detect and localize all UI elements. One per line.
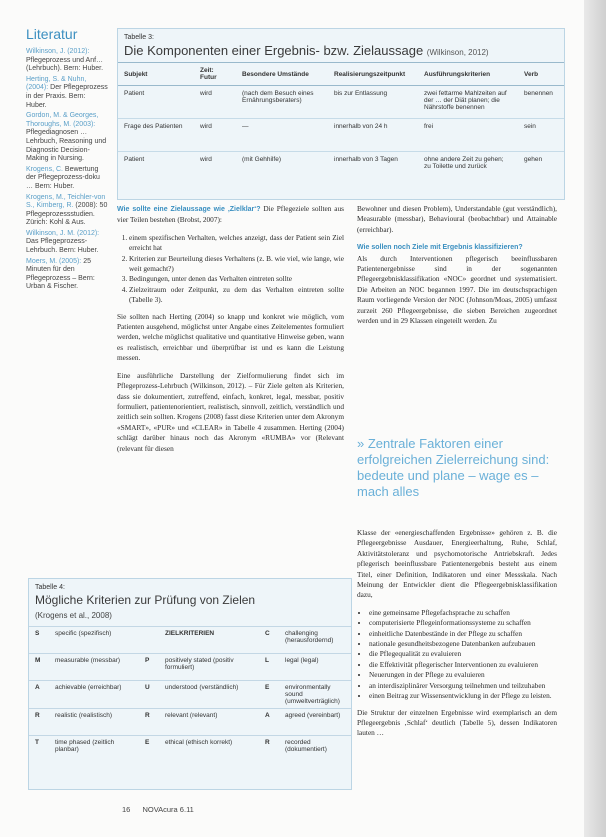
table-cell: recorded (dokumentiert) xyxy=(281,736,351,763)
table-3 xyxy=(118,62,564,184)
table-cell: R xyxy=(29,709,51,736)
paragraph-text: Als durch Interventionen pflegerisch beeinflussbaren Patientenergebnisse sind in der sogenannten Pflegeergebnisklassifikation «NOC» geordnet und systematisiert. Die Arbeiten an NOC begannen 1997. Die im deutschsprachigen Raum vorliegende Version der NOC (Johnson/Moas, 2005) umfasst zurzeit 260 Pflegeergebnisse, die sieben Bereichen zugeordnet werden und in 29 Klassen eingeteilt werden. Zu xyxy=(357,253,557,326)
ref-author: Krogens, M., Teichler-von S., Kimberg, R. xyxy=(26,193,106,210)
table-cell: E xyxy=(259,681,281,709)
bullet-list xyxy=(357,608,557,702)
table-cell: realistic (realistisch) xyxy=(51,709,139,736)
paragraph-text: Die Pflegeziele sollten aus vier Teilen bestehen (Brobst, 2007): xyxy=(117,204,344,225)
question-heading: Wie sollte eine Zielaussage wie ‚Zielklar‘? xyxy=(117,206,261,213)
ref-text: Bewertung der Pflegeprozess-doku … Bern: Huber. xyxy=(26,165,100,190)
table-cell: (nach dem Besuch eines Ernährungsberaters) xyxy=(236,86,328,119)
table-4-box xyxy=(28,578,352,790)
table-3-title-text: Die Komponenten einer Ergebnis- bzw. Zielaussage xyxy=(124,43,424,58)
table-cell xyxy=(139,627,161,654)
ref-author: Gordon, M. & Georges, Thoroughs, M. (2003): xyxy=(26,112,99,128)
literature-sidebar xyxy=(26,26,108,294)
paragraph: Sie sollten nach Herting (2004) so knapp und konkret wie möglich, vom Patienten ausgehend, möglichst unter Angabe eines Zeitelementes formuliert werden, welche möglichst qualitative und quantitative Hinweise geben, wann es realistisch, erreichbar und überprüfbar ist und es kann die Leistung messen. xyxy=(117,311,344,363)
ref-author: Krogens, C. xyxy=(26,165,63,173)
table-cell: A xyxy=(29,681,51,709)
paragraph: Bewohner und diesen Problem), Understandable (gut verständlich), Measurable (messbar), Behavioural (beobachtbar) und Attainable (erreichbar). xyxy=(357,204,557,234)
ref-text: Pflegeprozess und Anf… (Lehrbuch). Bern: Huber. xyxy=(26,56,104,73)
table-4-title: Mögliche Kriterien zur Prüfung von Zielen xyxy=(35,593,256,607)
table-cell: measurable (messbar) xyxy=(51,654,139,681)
table-row xyxy=(29,627,351,654)
list-item: • computerisierte Pflegeinformationssysteme zu schaffen xyxy=(369,618,557,628)
list-item: • eine gemeinsame Pflegefachsprache zu schaffen xyxy=(369,608,557,618)
table-cell: relevant (relevant) xyxy=(161,709,259,736)
table-cell: understood (verständlich) xyxy=(161,681,259,709)
table-3-box xyxy=(117,28,565,200)
list-item: • die Pflegequalität zu evaluieren xyxy=(369,649,557,659)
table-cell: C xyxy=(259,627,281,654)
list-item: • nationale gesundheitsbezogene Datenbanken aufzubauen xyxy=(369,639,557,649)
table-cell: environmentally sound (umweltverträglich) xyxy=(281,681,351,709)
table-cell: A xyxy=(259,709,281,736)
list-item: 3. Bedingungen, unter denen das Verhalten eintreten sollte xyxy=(129,274,344,284)
question-heading: Wie sollen noch Ziele mit Ergebnis klassifizieren? xyxy=(357,244,523,252)
numbered-list xyxy=(117,233,344,306)
table-row xyxy=(29,736,351,763)
table-4-label: Tabelle 4: xyxy=(35,584,65,591)
table-3-source: (Wilkinson, 2012) xyxy=(426,48,489,57)
table-cell: time phased (zeitlich planbar) xyxy=(51,736,139,763)
literature-heading: Literatur xyxy=(26,26,78,42)
list-item: 1. einem spezifischen Verhalten, welches anzeigt, dass der Patient sein Ziel erreicht hat xyxy=(129,233,344,254)
table-cell: ohne andere Zeit zu gehen; zu Toilette und zurück xyxy=(424,156,504,170)
table-cell: S xyxy=(29,627,51,654)
table-cell: M xyxy=(29,654,51,681)
table-cell: zwei fettarme Mahlzeiten auf der … der Diät planen; die Nährstoffe benennen xyxy=(418,86,518,119)
page-footer xyxy=(122,805,194,814)
table-row xyxy=(118,119,564,152)
paragraph xyxy=(357,242,557,326)
literature-ref xyxy=(26,166,108,192)
text-column-left xyxy=(117,204,344,572)
literature-ref xyxy=(26,258,108,292)
table-cell: Patient xyxy=(124,156,145,163)
literature-ref xyxy=(26,112,108,164)
table-cell: sein xyxy=(518,119,564,152)
list-item: • einen Beitrag zur Wissensentwicklung in der Pflege zu leisten. xyxy=(369,691,557,701)
literature-ref xyxy=(26,48,108,74)
list-item: • Neuerungen in der Pflege zu evaluieren xyxy=(369,670,557,680)
table-cell: Frage des Patienten xyxy=(118,119,194,152)
table-header-cell: Zeit: Futur xyxy=(194,63,236,86)
table-cell: achievable (erreichbar) xyxy=(51,681,139,709)
table-header-cell: Verb xyxy=(518,63,564,86)
table-row xyxy=(118,86,564,119)
table-4-source: (Krogens et al., 2008) xyxy=(35,611,112,620)
literature-ref xyxy=(26,76,108,110)
table-cell: benennen xyxy=(518,86,564,119)
ref-text: Pflegediagnosen … Lehrbuch, Reasoning und Diagnostic Decision-Making in Nursing. xyxy=(26,129,107,163)
text-column-right-top xyxy=(357,204,557,432)
table-cell: ZIELKRITERIEN xyxy=(161,627,259,654)
paragraph xyxy=(117,204,344,226)
table-cell: legal (legal) xyxy=(281,654,351,681)
literature-ref xyxy=(26,230,108,256)
table-cell: U xyxy=(139,681,161,709)
ref-author: Moers, M. (2005): xyxy=(26,257,82,265)
table-row xyxy=(29,654,351,681)
ref-text: (2008): 50 Pflegeprozessstudien. Zürich: Kohl & Aus. xyxy=(26,202,108,227)
table-cell: L xyxy=(259,654,281,681)
table-cell: (mit Gehhilfe) xyxy=(242,156,282,163)
list-item: • die Effektivität pflegerischer Interventionen zu evaluieren xyxy=(369,660,557,670)
table-cell: R xyxy=(259,736,281,763)
journal-name: NOVAcura 6.11 xyxy=(142,805,194,814)
ref-text: Der Pflegeprozess in der Praxis. Bern: Huber. xyxy=(26,84,108,109)
table-header-cell: Besondere Umstände xyxy=(236,63,328,86)
table-header-cell: Ausführungskriterien xyxy=(418,63,518,86)
table-cell: E xyxy=(139,736,161,763)
ref-text: Das Pflegeprozess-Lehrbuch. Bern: Huber. xyxy=(26,238,99,255)
table-cell: P xyxy=(139,654,161,681)
table-cell: agreed (vereinbart) xyxy=(281,709,351,736)
ref-author: Herting, S. & Nuhn, (2004): xyxy=(26,75,87,92)
table-cell: — xyxy=(236,119,328,152)
table-cell: frei xyxy=(418,119,518,152)
table-row xyxy=(29,709,351,736)
pull-quote: » Zentrale Faktoren einer erfolgreichen Zielerreichung sind: bedeute und plane – wage es – mach alles xyxy=(357,436,550,499)
ref-text: 25 Minuten für den Pflegeprozess – Bern: Urban & Fischer. xyxy=(26,257,95,291)
ref-author: Wilkinson, J. (2012): xyxy=(26,48,90,55)
table-row xyxy=(29,681,351,709)
ref-author: Wilkinson, J. M. (2012): xyxy=(26,229,100,237)
paragraph: Die Struktur der einzelnen Ergebnisse wird exemplarisch an dem Pflegeergebnis ‚Schlaf‘ deutlich (Tabelle 5), dessen Indikatoren lauten … xyxy=(357,707,557,738)
table-cell: ethical (ethisch korrekt) xyxy=(161,736,259,763)
literature-ref xyxy=(26,194,108,228)
table-cell: wird xyxy=(200,156,212,163)
table-cell: gehen xyxy=(524,156,543,163)
table-cell: bis zur Entlassung xyxy=(328,86,418,119)
table-cell: T xyxy=(29,736,51,763)
page-edge-shadow xyxy=(584,0,606,837)
list-item: • an interdisziplinärer Versorgung teilnehmen und teilzuhaben xyxy=(369,681,557,691)
table-cell: wird xyxy=(194,86,236,119)
paragraph: Klasse der «energieschaffenden Ergebnisse» gehören z. B. die Pflegeergebnisse Ausdauer, Energieerhaltung, Ruhe, Schlaf, Aktivitätstoleranz und psychomotorische Antriebskraft. Jedes pflegerisch beeinflussbare Patientenergebnis besteht aus einem Titel, einer Definition, Indikatoren und einer Messskala. Nach Meinung der Entwickler dient die Pflegeergebnisklassifikation dazu, xyxy=(357,528,557,600)
list-item: 4. Zielzeitraum oder Zeitpunkt, zu dem das Verhalten eintreten sollte (Tabelle 3). xyxy=(129,285,344,306)
table-row xyxy=(118,152,564,185)
table-cell: challenging (herausfordernd) xyxy=(281,627,351,654)
table-cell: positively stated (positiv formuliert) xyxy=(161,654,259,681)
table-cell: Patient xyxy=(118,86,194,119)
table-cell: innerhalb von 3 Tagen xyxy=(334,156,398,163)
table-cell: wird xyxy=(194,119,236,152)
table-cell: innerhalb von 24 h xyxy=(328,119,418,152)
table-3-label: Tabelle 3: xyxy=(124,34,154,41)
table-4 xyxy=(29,626,351,762)
table-header-cell: Realisierungszeitpunkt xyxy=(328,63,418,86)
text-column-right-bottom xyxy=(357,528,557,798)
page-number: 16 xyxy=(122,805,131,814)
table-cell: specific (spezifisch) xyxy=(51,627,139,654)
table-cell: R xyxy=(139,709,161,736)
list-item: • einheitliche Datenbestände in der Pflege zu schaffen xyxy=(369,629,557,639)
table-3-title xyxy=(124,43,558,58)
list-item: 2. Kriterien zur Beurteilung dieses Verhaltens (z. B. wie viel, wie lange, wie weit gemacht?) xyxy=(129,254,344,275)
paragraph: Eine ausführliche Darstellung der Zielformulierung findet sich im Pflegeprozess-Lehrbuch (Wilkinson, 2012). – Für Ziele gelten als Kriterien, dass sie dokumentiert, zutreffend, einfach, konkret, legal, messbar, positiv formuliert, patientenorientiert, realistisch, sinnvoll, zeitlich, verständlich und zeitlich sein sollten. Krogens (2008) fasst diese Kriterien unter dem Akronym «SMART», «PUR» und «CLEAR» in Tabelle 4 zusammen. Herting (2004) schlägt darüber hinaus noch das Akronym «RUMBA» vor (Relevant (relevant für diesen xyxy=(117,370,344,453)
table-header-row xyxy=(118,63,564,86)
table-header-cell: Subjekt xyxy=(118,63,194,86)
